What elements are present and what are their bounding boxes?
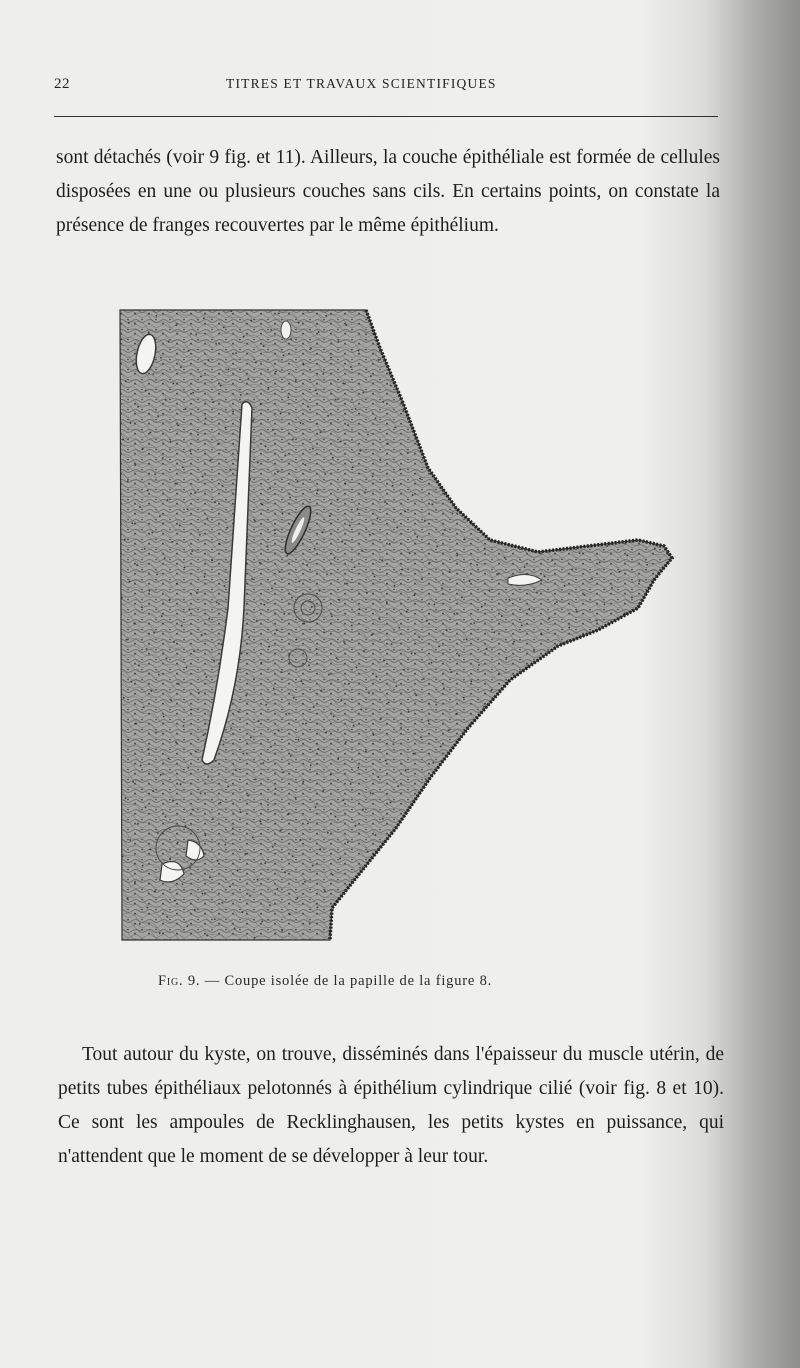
figure-caption-text: — Coupe isolée de la papille de la figure 8. — [204, 973, 493, 989]
page-number: 22 — [54, 76, 70, 92]
header-rule — [54, 116, 718, 117]
paragraph-1: sont détachés (voir 9 fig. et 11). Ailleurs, la couche épithéliale est formée de cellules disposées en une ou plusieurs couches sans cils. En certains points, on constate la présence de franges recouvertes par le même épithélium. — [56, 147, 720, 236]
paragraph-2: Tout autour du kyste, on trouve, disséminés dans l'épaisseur du muscle utérin, de petits tubes épithéliaux pelotonnés à épithélium cylindrique cilié (voir fig. 8 et 10). Ce sont les ampoules de Recklinghausen, les petits kystes en puissance, qui n'attendent que le moment de se développer à leur tour. — [58, 1044, 724, 1167]
figure-caption — [158, 973, 492, 990]
figure-label: Fig. 9. — [158, 973, 201, 989]
running-title: TITRES ET TRAVAUX SCIENTIFIQUES — [226, 76, 497, 91]
histology-figure — [118, 308, 678, 946]
tissue-section-illustration — [118, 308, 678, 946]
